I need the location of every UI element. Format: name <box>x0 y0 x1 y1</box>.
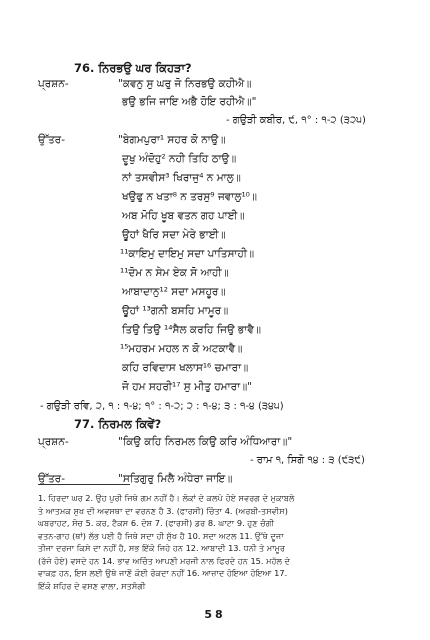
footnote-line-1: 1. ਹਿਰਦਾ ਘਰ 2. ਉਹ ਪੁਰੀ ਜਿਥੇ ਗਮ ਨਹੀਂ ਹੈ। ਲੋਕਾਂ ਦੇ ਕਲਪੇ ਹੋਏ ਸਵਰਗ ਦੇ ਮੁਕਾਬਲੇ <box>38 493 295 503</box>
footnote-line-5: ਤੀਜਾ ਦਰਜਾ ਕਿਸੇ ਦਾ ਨਹੀਂ ਹੈ, ਸਭ ਇੱਕੋ ਜਿਹੇ ਹਨ 12. ਆਬਾਦੀ 13. ਧਨੀ ਤੇ ਮਾਮੂਰ <box>38 543 286 553</box>
footnote-line-7: ਵਾਕਫ਼ ਹਨ, ਇਸ ਲਈ ਉਥੇ ਜਾਣੋਂ ਕੋਈ ਰੋਕਦਾ ਨਹੀਂ 16. ਆਜ਼ਾਦ ਹੋਇਆ ਹੋਇਆ 17. <box>38 568 288 578</box>
q76-answer-line-12: ¹⁵ਮਹਰਮ ਮਹਲ ਨ ਕੋ ਅਟਕਾਵੈ॥ <box>120 343 243 355</box>
q77-question-label: ਪ੍ਰਸ਼ਨ- <box>38 436 69 448</box>
q76-answer-label: ਉੱਤਰ- <box>38 134 65 146</box>
q77-question-line: "ਕਿਉ ਕਹਿ ਨਿਰਮਲ ਕਿਉ ਕਰਿ ਅੰਧਿਆਰਾ॥" <box>118 436 293 448</box>
q76-answer-line-5: ਅਬ ਮੋਹਿ ਖੂਬ ਵਤਨ ਗਹ ਪਾਈ॥ <box>122 210 245 222</box>
footnote-divider <box>38 484 130 485</box>
q77-question-reference: - ਰਾਮ ੧, ਸਿਗੋ ੧੪ : ੩ (੯੩੯) <box>250 455 365 466</box>
q77-answer-label: ਉੱਤਰ- <box>38 473 65 485</box>
footnote-line-6: (ਰੱਜੇ ਹੋਏ) ਵਸਦੇ ਹਨ 14. ਭਾਵ ਅਚਿੰਤ ਆਪਣੀ ਮਰਜੀ ਨਾਲ ਫਿਰਦੇ ਹਨ 15. ਮਹੱਲ ਦੇ <box>38 555 291 566</box>
q76-answer-line-8: ¹¹ਦੋਮ ਨ ਸੇਮ ਏਕ ਸੋ ਆਹੀ॥ <box>120 267 229 279</box>
footnote-line-4: ਵਤਨ-ਗਾਹ (ਥਾਂ) ਲੱਭ ਪਈ ਹੈ ਜਿਥੇ ਸਦਾ ਹੀ ਸੁੱਖ ਹੈ 10. ਸਦਾ ਅਟਲ 11. ਉੱਥੇ ਦੂਜਾ <box>38 530 284 541</box>
q76-question-label: ਪ੍ਰਸ਼ਨ- <box>38 78 69 90</box>
q76-answer-line-9: ਆਬਾਦਾਨੁ¹² ਸਦਾ ਮਸਹੂਰ॥ <box>122 286 226 298</box>
footnote-line-8: ਇੱਕੋ ਸ਼ਹਿਰ ਦੇ ਵਸਣ ਵਾਲਾ, ਸਤਸੰਗੀ <box>38 580 146 591</box>
page-number: 58 <box>204 608 226 621</box>
q76-answer-line-14: ਜੋ ਹਮ ਸਹਰੀ¹⁷ ਸੁ ਮੀਤੁ ਹਮਾਰਾ॥" <box>122 381 252 393</box>
q76-answer-reference: - ਗਉੜੀ ਰਵਿ, ੨, ੧ : ੧-੪; ੧° : ੧-੨; ੨ : ੧-੪; ੩ : ੧-੪ (੩੪੫) <box>40 401 284 412</box>
q76-answer-line-10: ਊਹਾਂ ¹³ਗਨੀ ਬਸਹਿ ਮਾਮੂਰ॥ <box>122 305 229 317</box>
q76-answer-line-2: ਦੂਖੁ ਅੰਦੋਹੁ² ਨਹੀ ਤਿਹਿ ਠਾਉ॥ <box>122 153 237 165</box>
q76-question-reference: - ਗਉੜੀ ਕਬੀਰ, ੯, ੧° : ੧-੨ (੩੨੫) <box>226 115 366 126</box>
q76-question-line-2: ਭਉ ਭਜਿ ਜਾਇ ਅਭੈ ਹੋਇ ਰਹੀਐ॥" <box>122 96 257 108</box>
q77-answer-line: "ਸਤਿਗੁਰੁ ਮਿਲੈ ਅੰਧੇਰਾ ਜਾਇ॥ <box>118 473 233 485</box>
q76-answer-line-13: ਕਹਿ ਰਵਿਦਾਸ ਖਲਾਸ¹⁶ ਚਮਾਰਾ॥ <box>122 362 249 374</box>
q76-heading: 76. ਨਿਰਭਉ ਘਰ ਕਿਹੜਾ? <box>74 61 192 75</box>
q77-heading: 77. ਨਿਰਮਲ ਕਿਵੇਂ? <box>74 417 162 431</box>
q76-question-line-1: "ਕਵਨੁ ਸੁ ਘਰੁ ਜੋ ਨਿਰਭਉ ਕਹੀਐ॥ <box>118 78 252 90</box>
footnote-line-3: ਘਬਰਾਹਟ, ਸੋਚ 5. ਕਰ, ਟੈਕਸ 6. ਦੋਸ਼ 7. (ਫਾਰਸੀ) ਡਰ 8. ਘਾਟਾ 9. ਹੁਣ ਚੰਗੀ <box>38 518 274 528</box>
q76-answer-line-11: ਤਿਉ ਤਿਉ ¹⁴ਸੈਲ ਕਰਹਿ ਜਿਉ ਭਾਵੈ॥ <box>122 324 261 336</box>
q76-answer-line-7: ¹¹ਕਾਇਮੁ ਦਾਇਮੁ ਸਦਾ ਪਾਤਿਸਾਹੀ॥ <box>120 248 255 260</box>
q76-answer-line-4: ਖਉਫੁ ਨ ਖਤਾ⁸ ਨ ਤਰਸੁ⁹ ਜਵਾਲੁ¹⁰॥ <box>122 191 257 203</box>
footnote-line-2: ਤੇ ਆਤਮਕ ਸੁਖ ਦੀ ਅਵਸਥਾ ਦਾ ਵਰਨਣ ਹੈ 3. (ਫਾਰਸੀ) ਚਿੰਤਾ 4. (ਅਰਬੀ-ਤਸਵੀਸ) <box>38 505 288 516</box>
q76-answer-line-6: ਊਹਾਂ ਖੈਰਿ ਸਦਾ ਮੇਰੇ ਭਾਈ॥ <box>122 229 226 241</box>
q76-answer-line-1: "ਬੇਗਮਪੁਰਾ¹ ਸਹਰ ਕੋ ਨਾਉ॥ <box>118 134 226 146</box>
q76-answer-line-3: ਨਾਂ ਤਸਵੀਸ³ ਖਿਰਾਜੁ⁴ ਨ ਮਾਲੁ॥ <box>122 172 241 184</box>
